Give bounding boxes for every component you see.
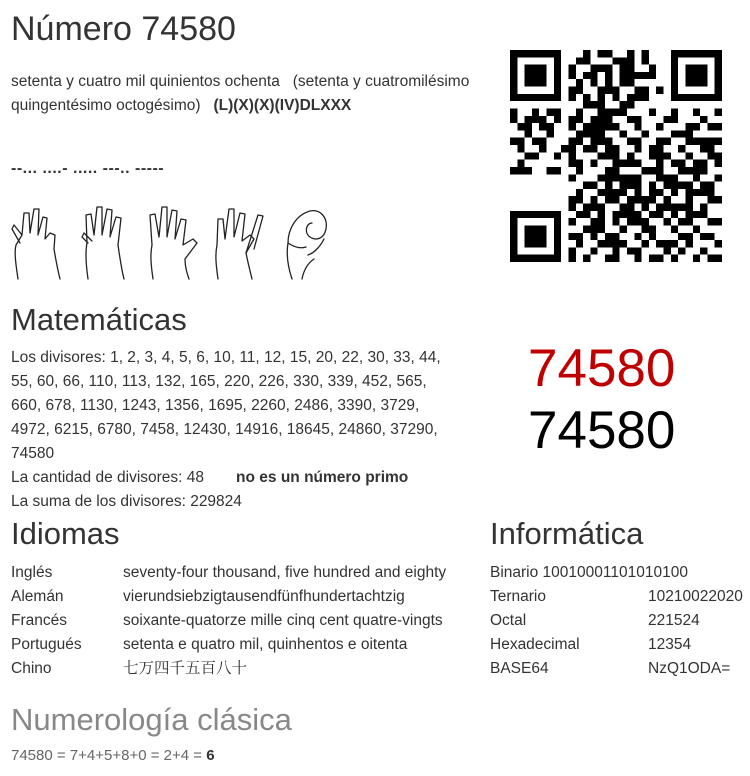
binary-row: Binario 10010001101010100 bbox=[490, 564, 688, 581]
sign-language-hands-icon bbox=[10, 205, 335, 281]
prime-status: no es un número primo bbox=[236, 469, 409, 486]
divisor-count-row bbox=[11, 466, 461, 490]
numerology-formula bbox=[11, 747, 215, 764]
hand-8-icon bbox=[216, 209, 263, 279]
table-row bbox=[490, 609, 748, 633]
computing-table bbox=[490, 561, 748, 681]
qr-code-icon bbox=[510, 50, 722, 262]
languages-table bbox=[11, 561, 481, 681]
table-row bbox=[490, 657, 748, 681]
table-row bbox=[490, 585, 748, 609]
base-name: BASE64 bbox=[490, 660, 549, 677]
words-ordinal: (setenta y cuatromilésimo quingentésimo octogésimo) bbox=[11, 73, 470, 114]
table-row bbox=[490, 633, 748, 657]
numerology-sum: 74580 = 7+4+5+8+0 = 2+4 = bbox=[11, 747, 203, 764]
section-heading-math: Matemáticas bbox=[11, 302, 187, 337]
base-name: Octal bbox=[490, 612, 527, 629]
divisor-sum: La suma de los divisores: 229824 bbox=[11, 493, 242, 510]
divisors-text bbox=[11, 346, 461, 466]
hand-4-icon bbox=[82, 207, 124, 279]
morse-code: --... ....- ..... ---.. ----- bbox=[11, 160, 165, 177]
divisors-label: Los divisores: bbox=[11, 349, 106, 366]
table-row bbox=[11, 657, 481, 681]
table-row bbox=[11, 633, 481, 657]
lang-text: 七万四千五百八十 bbox=[123, 660, 248, 677]
section-heading-computing: Informática bbox=[490, 516, 644, 551]
base-value: NzQ1ODA= bbox=[648, 660, 731, 677]
divisor-count: La cantidad de divisores: 48 bbox=[11, 469, 205, 486]
section-heading-numerology: Numerología clásica bbox=[11, 702, 292, 737]
base-name: Hexadecimal bbox=[490, 636, 580, 653]
divisors-list: 1, 2, 3, 4, 5, 6, 10, 11, 12, 15, 20, 22, 30, 33, 44, 55, 60, 66, 110, 113, 132, 165, 220, 226, 330, 339, 452, 565, 660, 678, 1130, 1243, 1356, 1695, 2260, 2486, 3390, 3729, 4972, 6215, 6780, 7458, 12430, 14916, 18645, 24860, 37290, 74580 bbox=[11, 349, 441, 462]
base-name: Ternario bbox=[490, 588, 546, 605]
base-value: 10210022020 bbox=[648, 588, 743, 605]
table-row bbox=[11, 609, 481, 633]
base-value: 12354 bbox=[648, 636, 692, 653]
lang-text: vierundsiebzigtausendfünfhundertachtzig bbox=[123, 588, 405, 605]
big-number-black: 74580 bbox=[528, 401, 676, 460]
lang-name: Alemán bbox=[11, 588, 64, 605]
lang-name: Portugués bbox=[11, 636, 82, 653]
lang-name: Inglés bbox=[11, 564, 53, 581]
number-words bbox=[11, 70, 481, 118]
roman-numeral: (L)(X)(X)(IV)DLXXX bbox=[213, 97, 352, 114]
hand-5-icon bbox=[150, 207, 197, 279]
base-value: 221524 bbox=[648, 612, 700, 629]
numerology-result: 6 bbox=[206, 747, 215, 764]
table-row bbox=[11, 585, 481, 609]
big-number-red: 74580 bbox=[528, 339, 676, 398]
table-row bbox=[11, 561, 481, 585]
section-heading-languages: Idiomas bbox=[11, 516, 120, 551]
page-title: Número 74580 bbox=[11, 10, 236, 48]
hand-7-icon bbox=[12, 209, 60, 279]
hand-0-icon bbox=[287, 211, 326, 279]
math-block bbox=[11, 346, 461, 514]
lang-text: setenta e quatro mil, quinhentos e oitenta bbox=[123, 636, 408, 653]
words-spanish: setenta y cuatro mil quinientos ochenta bbox=[11, 73, 280, 90]
lang-name: Chino bbox=[11, 660, 52, 677]
lang-name: Francés bbox=[11, 612, 67, 629]
lang-text: seventy-four thousand, five hundred and eighty bbox=[123, 564, 447, 581]
lang-text: soixante-quatorze mille cinq cent quatre-vingts bbox=[123, 612, 443, 629]
